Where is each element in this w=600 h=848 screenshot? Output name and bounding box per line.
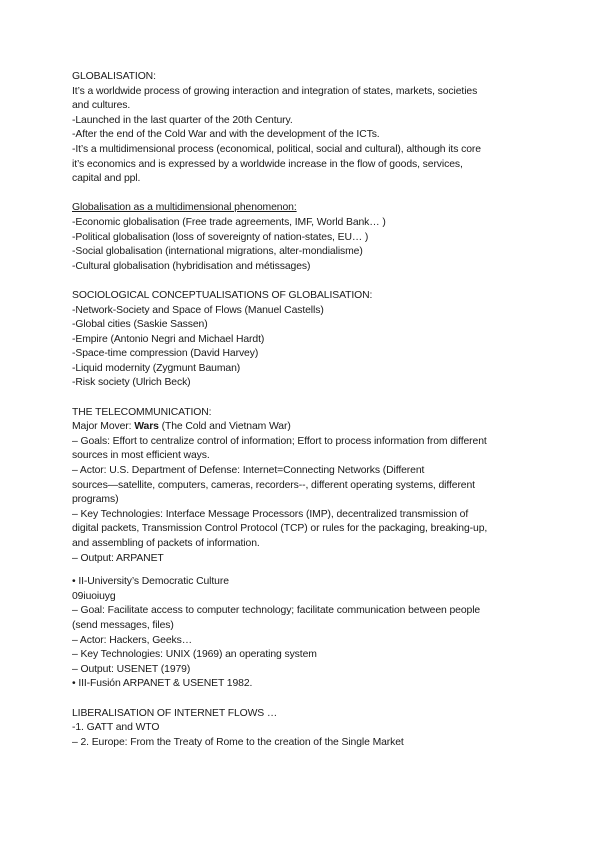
telecom-line: sources in most efficient ways. — [72, 450, 210, 462]
telecom-line: programs) — [72, 494, 119, 506]
telecom-line: – Key Technologies: Interface Message Processors (IMP), decentralized transmission of — [72, 508, 469, 520]
university-line: – Goal: Facilitate access to computer technology; facilitate communication between people — [72, 605, 481, 617]
globalisation-heading: GLOBALISATION: — [72, 71, 156, 82]
university-heading: • II-University’s Democratic Culture — [72, 576, 229, 588]
sociological-item: -Network-Society and Space of Flows (Manuel Castells) — [72, 304, 324, 316]
major-mover-prefix: Major Mover: — [72, 421, 135, 433]
globalisation-line: It’s a worldwide process of growing interaction and integration of states, markets, societies — [72, 85, 478, 97]
liberalisation-item: – 2. Europe: From the Treaty of Rome to the creation of the Single Market — [72, 736, 404, 748]
liberalisation-item: -1. GATT and WTO — [72, 722, 160, 734]
sociological-item: -Empire (Antonio Negri and Michael Hardt) — [72, 333, 265, 345]
multidimensional-item: -Political globalisation (loss of sovereignty of nation-states, EU… ) — [72, 231, 369, 243]
multidimensional-item: -Economic globalisation (Free trade agreements, IMF, World Bank… ) — [72, 216, 386, 228]
sociological-item: -Space-time compression (David Harvey) — [72, 348, 259, 360]
telecom-line: and assembling of packets of information. — [72, 538, 260, 549]
sociological-heading: SOCIOLOGICAL CONCEPTUALISATIONS OF GLOBALISATION: — [72, 289, 373, 301]
university-line: (send messages, files) — [72, 619, 174, 631]
university-line: – Key Technologies: UNIX (1969) an operating system — [72, 649, 317, 661]
multidimensional-heading: Globalisation as a multidimensional phenomenon: — [72, 202, 297, 214]
globalisation-line: it’s economics and is expressed by a worldwide increase in the flow of goods, services, — [72, 158, 463, 170]
university-line: – Actor: Hackers, Geeks… — [72, 634, 193, 646]
sociological-item: -Liquid modernity (Zygmunt Bauman) — [72, 362, 241, 374]
globalisation-line: and cultures. — [72, 100, 131, 112]
telecom-heading: THE TELECOMMUNICATION: — [72, 406, 212, 418]
major-mover-bold: Wars — [134, 421, 159, 433]
university-line: – Output: USENET (1979) — [72, 663, 191, 675]
liberalisation-heading: LIBERALISATION OF INTERNET FLOWS … — [72, 707, 278, 719]
sociological-item: -Global cities (Saskie Sassen) — [72, 319, 208, 331]
university-line: • III-Fusión ARPANET & USENET 1982. — [72, 678, 253, 690]
globalisation-line: capital and ppl. — [72, 173, 141, 185]
telecom-line: digital packets, Transmission Control Protocol (TCP) or rules for the packaging, breaking-up, — [72, 523, 488, 535]
university-line: 09iuoiuyg — [72, 590, 116, 602]
multidimensional-item: -Social globalisation (international migrations, alter-mondialisme) — [72, 246, 363, 258]
globalisation-line: -Launched in the last quarter of the 20th Century. — [72, 114, 293, 126]
globalisation-line: -After the end of the Cold War and with the development of the ICTs. — [72, 129, 380, 141]
telecom-line: – Output: ARPANET — [72, 552, 164, 564]
sociological-item: -Risk society (Ulrich Beck) — [72, 377, 191, 389]
telecom-line: – Actor: U.S. Department of Defense: Internet=Connecting Networks (Different — [72, 465, 425, 477]
telecom-line: – Goals: Effort to centralize control of information; Effort to process information from different — [72, 435, 487, 447]
major-mover-line — [72, 420, 540, 435]
major-mover-suffix: (The Cold and Vietnam War) — [158, 421, 291, 433]
globalisation-line: -It’s a multidimensional process (economical, political, social and cultural), although its core — [72, 143, 481, 155]
telecom-line: sources—satellite, computers, cameras, recorders--, different operating systems, different — [72, 479, 475, 491]
multidimensional-item: -Cultural globalisation (hybridisation and métissages) — [72, 260, 311, 272]
